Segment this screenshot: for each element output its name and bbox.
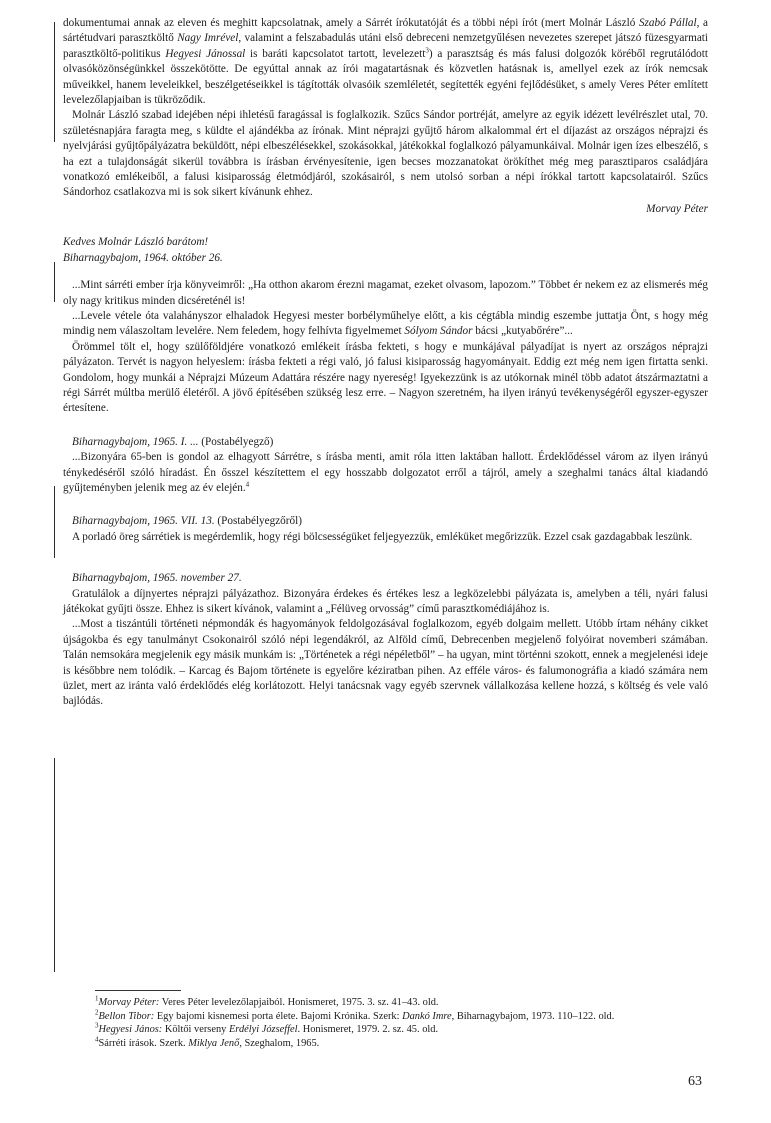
main-text	[63, 16, 708, 710]
letter-dateline: Biharnagybajom, 1965. VII. 13. (Postabélyegzőről)	[72, 515, 302, 528]
margin-line	[54, 262, 55, 302]
page-number: 63	[688, 1074, 702, 1089]
letter-dateline: Biharnagybajom, 1964. október 26.	[63, 251, 223, 264]
margin-line	[54, 22, 55, 142]
footnotes	[95, 996, 707, 1050]
letter-paragraph: A porladó öreg sárrétiek is megérdemlik, hogy régi bölcsességüket feljegyezzük, emléküket megőrizzük. Ezzel csak gazdagabbak leszünk.	[72, 530, 693, 543]
letter-dateline: Biharnagybajom, 1965. I. ... (Postabélyegző)	[72, 435, 274, 448]
letter-salutation: Kedves Molnár László barátom!	[63, 236, 209, 249]
footnote: $^1$Morvay Péter: Veres Péter levelezőlapjaiból. Honismeret, 1975. 3. sz. 41–43. old.	[95, 994, 439, 1008]
letter-paragraph: ...Bizonyára 65-ben is gondol az elhagyott Sárrétre, s írásba menti, amit róla itten laktában hallott. Érdeklődéssel várom az ilyen irányú ténykedéséről szóló híradást. Én ősszel készítettem el egy hosszabb dolgozatot erről a tájról, amely a szeghalmi tanács által kiadandó gyűjteményben jelenik meg az év elején.$^4$	[63, 451, 708, 494]
letter-paragraph: ...Levele vétele óta valahányszor elhaladok Hegyesi mester borbélyműhelye előtt, a kis cégtábla mindig eszembe juttatja Önt, s hogy még mindig nem válaszoltam levelére. Nem feledem, hogy felhívta figyelmemet Sólyom Sándor bácsi „kutyabőrére”...	[63, 309, 708, 338]
footnote-rule	[95, 990, 181, 991]
intro-paragraph-2: Molnár László szabad idejében népi ihletésű faragással is foglalkozik. Szűcs Sándor portréját, amelyre az egyik idézett levélrészlet utal, 70. születésnapjára faragta meg, s küldte el ajándékba az írónak. Mint néprajzi gyűjtő három alkalommal ért el díjazást az országos néprajzi és nyelvjárási gyűjtőpályázatra beküldött, népi elbeszélésekkel, szokásokkal, játékokkal foglalkozó pályamunkáival. Molnár igen ízes elbeszélő, s ha ezt a tulajdonságát sikerül továbbra is írásban érvényesítenie, igen becses mozzanatokat örökíthet még meg parasztiparos családjára vonatkozó emlékeiből, a falusi kisiparosság életmódjáról, szokásairól, s nem utolsó sorban a népi írókkal tartott kapcsolatairól. Szűcs Sándorhoz csatlakozva mi is sok sikert kívánunk ehhez.	[63, 109, 708, 199]
margin-line	[54, 758, 55, 972]
signature: Morvay Péter	[646, 202, 708, 215]
footnote: $^2$Bellon Tibor: Egy bajomi kisnemesi porta élete. Bajomi Krónika. Szerk: Dankó Imre, Biharnagybajom, 1973. 110–122. old.	[95, 1008, 615, 1022]
letter-paragraph: ...Most a tiszántúli történeti népmondák és hagyományok feldolgozásával foglalkozom, egyéb dolgaim mellett. Utóbb írtam néhány cikket újságokba és egy tanulmányt Csokonairól szóló népi legendákról, az Alföld című, Debrecenben megjelenő folyóirat novemberi számában. Talán nemsokára megjelenik egy másik munkám is: „Történetek a régi népéletből” – ha ugyan, mint történni szokott, ennek a megjelenési ideje is későbbre nem tolódik. – Karcag és Bajom története is egyelőre kéziratban pihen. Az efféle város- és falumonográfia a kiadó számára nem üzlet, mert az iránta való érdeklődés elég korlátozott. Helyi tanácsnak vagy egyéb szervnek vállalkozása kellene hozzá, s költség és vele való bajlódás.	[63, 618, 708, 708]
letter-paragraph: ...Mint sárréti ember írja könyveimről: „Ha otthon akarom érezni magamat, ezeket olvasom, lapozom.” Többet ér nekem ez az elismerés még oly nagy kritikus minden dicséreténél is!	[63, 279, 708, 307]
letter-paragraph: Gratulálok a díjnyertes néprajzi pályázathoz. Bizonyára érdekes és értékes lesz a legközelebbi pályázata is, amelyben a téli, nyári falusi játékokat gyűjti össze. Ehhez is sikert kívánok, valamint a „Félüveg orvosság” című parasztkomédiájához is.	[63, 587, 708, 615]
letter-dateline: Biharnagybajom, 1965. november 27.	[72, 572, 242, 585]
letter-paragraph: Örömmel tölt el, hogy szülőföldjére vonatkozó emlékeit írásba fekteti, s hogy e munkájával pályadíjat is nyert az országos néprajzi pályázaton. Tervét is nagyon helyeslem: írásba fekteti a régi való, jó falusi kisiparosság hagyományait. Eddig ezt még nem igen firtatta senki. Gondolom, hogy munkái a Néprajzi Múzeum Adattára részére nagy nyereség! Igyekezzünk is az utókornak minél több adatot átszármaztatni a régi Sárrét múltba merülő életéről. A jövő építésében szükség lesz erre. – Nagyon szeretném, ha ilyen irányú tevékenységéről egyszer-egyszer értesítene.	[63, 340, 708, 415]
intro-paragraph: dokumentumai annak az eleven és meghitt kapcsolatnak, amely a Sárrét írókutatóját és a többi népi írót (mert Molnár László Szabó Pállal, a sártétudvari parasztköltő Nagy Imrével, valamint a felszabadulás utáni első debreceni nemzetgyűlésen nevezetes szerepet játszó füzesgyarmati parasztköltő-politikus Hegyesi Jánossal is baráti kapcsolatot tartott, levelezett$^3$) a parasztság és más falusi dolgozók köréből regrutálódott olvasóközönségünkkel összekötötte. De egyúttal annak az írói magatartásnak és közvetlen hatásnak is, amellyel ezek az írók nemcsak műveikkel, hanem leveleikkel, beszélgetéseikkel is tágították olvasóik szemléletét, segítették egyéni fejlődésüket, s amely Veres Péter említett levelezőlapjaiban is tükröződik.	[63, 17, 709, 107]
footnote: $^3$Hegyesi János: Költői verseny Erdélyi Józseffel. Honismeret, 1979. 2. sz. 45. old.	[95, 1021, 439, 1036]
footnote: $^4$Sárréti írások. Szerk. Miklya Jenő, Szeghalom, 1965.	[95, 1035, 320, 1049]
margin-line	[54, 486, 55, 558]
